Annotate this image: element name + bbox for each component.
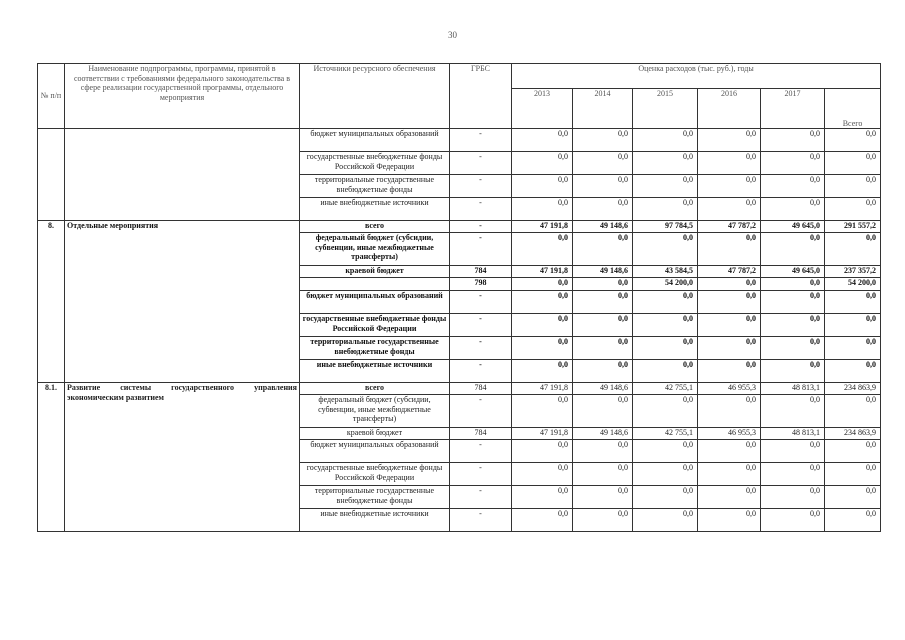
total-value: 0,0 <box>825 337 881 360</box>
year-value: 0,0 <box>633 395 698 428</box>
year-value: 0,0 <box>573 360 633 383</box>
grbs-code: - <box>450 360 512 383</box>
page-number: 30 <box>448 30 457 40</box>
header-total: Всего <box>825 89 881 129</box>
year-value: 47 191,8 <box>512 383 573 395</box>
year-value: 0,0 <box>512 440 573 463</box>
year-value: 0,0 <box>512 337 573 360</box>
year-value: 0,0 <box>512 486 573 509</box>
year-value: 0,0 <box>698 233 761 266</box>
header-name: Наименование подпрограммы, программы, принятой в соответствии с требованиями федерального законодательства в сфере реализации государственной программы, отдельного мероприятия <box>65 64 300 129</box>
funding-source: государственные внебюджетные фонды Российской Федерации <box>300 152 450 175</box>
year-value: 0,0 <box>573 486 633 509</box>
year-value: 49 148,6 <box>573 266 633 278</box>
year-value: 0,0 <box>512 395 573 428</box>
year-value: 42 755,1 <box>633 383 698 395</box>
year-value: 0,0 <box>512 175 573 198</box>
year-value: 0,0 <box>633 152 698 175</box>
header-year: 2016 <box>698 89 761 129</box>
year-value: 48 813,1 <box>761 428 825 440</box>
year-value: 0,0 <box>761 395 825 428</box>
funding-source: территориальные государственные внебюджетные фонды <box>300 175 450 198</box>
year-value: 0,0 <box>573 152 633 175</box>
total-value: 0,0 <box>825 360 881 383</box>
year-value: 0,0 <box>633 463 698 486</box>
total-value: 0,0 <box>825 291 881 314</box>
year-value: 0,0 <box>573 395 633 428</box>
total-value: 234 863,9 <box>825 428 881 440</box>
year-value: 0,0 <box>633 129 698 152</box>
table-row <box>38 129 881 152</box>
year-value: 0,0 <box>573 337 633 360</box>
year-value: 0,0 <box>761 198 825 221</box>
year-value: 0,0 <box>698 129 761 152</box>
total-value: 0,0 <box>825 129 881 152</box>
grbs-code: 784 <box>450 383 512 395</box>
grbs-code: - <box>450 233 512 266</box>
year-value: 0,0 <box>512 314 573 337</box>
total-value: 0,0 <box>825 395 881 428</box>
row-number <box>38 129 65 221</box>
year-value: 0,0 <box>761 440 825 463</box>
year-value: 0,0 <box>698 360 761 383</box>
grbs-code: - <box>450 395 512 428</box>
funding-source: бюджет муниципальных образований <box>300 440 450 463</box>
measure-name: Отдельные мероприятия <box>65 221 300 383</box>
year-value: 0,0 <box>633 175 698 198</box>
year-value: 0,0 <box>573 278 633 291</box>
year-value: 0,0 <box>512 152 573 175</box>
year-value: 0,0 <box>633 233 698 266</box>
year-value: 0,0 <box>761 360 825 383</box>
total-value: 237 357,2 <box>825 266 881 278</box>
grbs-code: 784 <box>450 428 512 440</box>
total-value: 0,0 <box>825 509 881 532</box>
year-value: 0,0 <box>698 175 761 198</box>
total-value: 0,0 <box>825 463 881 486</box>
year-value: 0,0 <box>512 129 573 152</box>
year-value: 0,0 <box>698 337 761 360</box>
year-value: 0,0 <box>573 291 633 314</box>
grbs-code: - <box>450 314 512 337</box>
year-value: 0,0 <box>761 278 825 291</box>
year-value: 47 787,2 <box>698 221 761 233</box>
grbs-code: - <box>450 221 512 233</box>
year-value: 0,0 <box>698 486 761 509</box>
year-value: 0,0 <box>573 440 633 463</box>
year-value: 0,0 <box>633 314 698 337</box>
total-value: 0,0 <box>825 440 881 463</box>
year-value: 0,0 <box>512 509 573 532</box>
header-year: 2013 <box>512 89 573 129</box>
year-value: 0,0 <box>761 129 825 152</box>
grbs-code: - <box>450 440 512 463</box>
total-value: 0,0 <box>825 152 881 175</box>
year-value: 49 148,6 <box>573 221 633 233</box>
year-value: 0,0 <box>761 291 825 314</box>
expenditure-table <box>37 63 881 532</box>
year-value: 0,0 <box>512 233 573 266</box>
year-value: 0,0 <box>698 463 761 486</box>
year-value: 0,0 <box>698 198 761 221</box>
year-value: 0,0 <box>761 486 825 509</box>
grbs-code: 798 <box>450 278 512 291</box>
year-value: 0,0 <box>761 152 825 175</box>
table-row <box>38 383 881 395</box>
year-value: 49 148,6 <box>573 383 633 395</box>
total-value: 54 200,0 <box>825 278 881 291</box>
year-value: 47 191,8 <box>512 266 573 278</box>
funding-source: всего <box>300 221 450 233</box>
funding-source: краевой бюджет <box>300 266 450 278</box>
total-value: 0,0 <box>825 233 881 266</box>
funding-source: федеральный бюджет (субсидии, субвенции, иные межбюджетные трансферты) <box>300 233 450 266</box>
funding-source: федеральный бюджет (субсидии, субвенции, иные межбюджетные трансферты) <box>300 395 450 428</box>
funding-source: бюджет муниципальных образований <box>300 291 450 314</box>
year-value: 0,0 <box>573 198 633 221</box>
year-value: 0,0 <box>633 486 698 509</box>
grbs-code: - <box>450 129 512 152</box>
funding-source: бюджет муниципальных образований <box>300 129 450 152</box>
table-body <box>38 129 881 532</box>
total-value: 0,0 <box>825 198 881 221</box>
year-value: 0,0 <box>698 509 761 532</box>
year-value: 0,0 <box>698 278 761 291</box>
header-no: № п/п <box>38 64 65 129</box>
year-value: 0,0 <box>761 463 825 486</box>
year-value: 47 787,2 <box>698 266 761 278</box>
grbs-code: - <box>450 486 512 509</box>
year-value: 0,0 <box>761 337 825 360</box>
grbs-code: - <box>450 175 512 198</box>
year-value: 0,0 <box>698 395 761 428</box>
year-value: 0,0 <box>512 291 573 314</box>
year-value: 49 645,0 <box>761 221 825 233</box>
header-year: 2015 <box>633 89 698 129</box>
row-number: 8. <box>38 221 65 383</box>
year-value: 0,0 <box>761 233 825 266</box>
funding-source: краевой бюджет <box>300 428 450 440</box>
total-value: 0,0 <box>825 486 881 509</box>
year-value: 0,0 <box>761 314 825 337</box>
year-value: 47 191,8 <box>512 221 573 233</box>
grbs-code: - <box>450 291 512 314</box>
year-value: 0,0 <box>633 337 698 360</box>
total-value: 291 557,2 <box>825 221 881 233</box>
header-source: Источники ресурсного обеспечения <box>300 64 450 129</box>
grbs-code: - <box>450 337 512 360</box>
funding-source: государственные внебюджетные фонды Российской Федерации <box>300 463 450 486</box>
funding-source: территориальные государственные внебюджетные фонды <box>300 486 450 509</box>
year-value: 0,0 <box>698 314 761 337</box>
row-number: 8.1. <box>38 383 65 532</box>
grbs-code: - <box>450 463 512 486</box>
year-value: 97 784,5 <box>633 221 698 233</box>
grbs-code: - <box>450 509 512 532</box>
header-estimate: Оценка расходов (тыс. руб.), годы <box>512 64 881 89</box>
year-value: 0,0 <box>698 152 761 175</box>
header-year: 2014 <box>573 89 633 129</box>
total-value: 234 863,9 <box>825 383 881 395</box>
measure-name: Развитие системы государственного управления экономическим развитием <box>65 383 300 532</box>
funding-source: государственные внебюджетные фонды Российской Федерации <box>300 314 450 337</box>
year-value: 0,0 <box>633 509 698 532</box>
year-value: 0,0 <box>761 175 825 198</box>
year-value: 0,0 <box>633 291 698 314</box>
header-year: 2017 <box>761 89 825 129</box>
year-value: 0,0 <box>761 509 825 532</box>
total-value: 0,0 <box>825 175 881 198</box>
year-value: 0,0 <box>512 278 573 291</box>
year-value: 0,0 <box>633 198 698 221</box>
year-value: 0,0 <box>698 440 761 463</box>
funding-source: иные внебюджетные источники <box>300 360 450 383</box>
funding-source: территориальные государственные внебюджетные фонды <box>300 337 450 360</box>
grbs-code: - <box>450 152 512 175</box>
measure-name <box>65 129 300 221</box>
year-value: 0,0 <box>573 314 633 337</box>
year-value: 43 584,5 <box>633 266 698 278</box>
table-row <box>38 221 881 233</box>
year-value: 0,0 <box>698 291 761 314</box>
year-value: 46 955,3 <box>698 428 761 440</box>
funding-source: иные внебюджетные источники <box>300 509 450 532</box>
year-value: 48 813,1 <box>761 383 825 395</box>
year-value: 0,0 <box>633 440 698 463</box>
year-value: 47 191,8 <box>512 428 573 440</box>
year-value: 54 200,0 <box>633 278 698 291</box>
year-value: 42 755,1 <box>633 428 698 440</box>
year-value: 49 148,6 <box>573 428 633 440</box>
year-value: 49 645,0 <box>761 266 825 278</box>
year-value: 0,0 <box>512 198 573 221</box>
funding-source: иные внебюджетные источники <box>300 198 450 221</box>
total-value: 0,0 <box>825 314 881 337</box>
grbs-code: 784 <box>450 266 512 278</box>
year-value: 46 955,3 <box>698 383 761 395</box>
year-value: 0,0 <box>573 233 633 266</box>
year-value: 0,0 <box>573 509 633 532</box>
funding-source <box>300 278 450 291</box>
header-grbs: ГРБС <box>450 64 512 129</box>
year-value: 0,0 <box>512 463 573 486</box>
grbs-code: - <box>450 198 512 221</box>
year-value: 0,0 <box>573 175 633 198</box>
year-value: 0,0 <box>573 129 633 152</box>
year-value: 0,0 <box>512 360 573 383</box>
funding-source: всего <box>300 383 450 395</box>
year-value: 0,0 <box>573 463 633 486</box>
year-value: 0,0 <box>633 360 698 383</box>
